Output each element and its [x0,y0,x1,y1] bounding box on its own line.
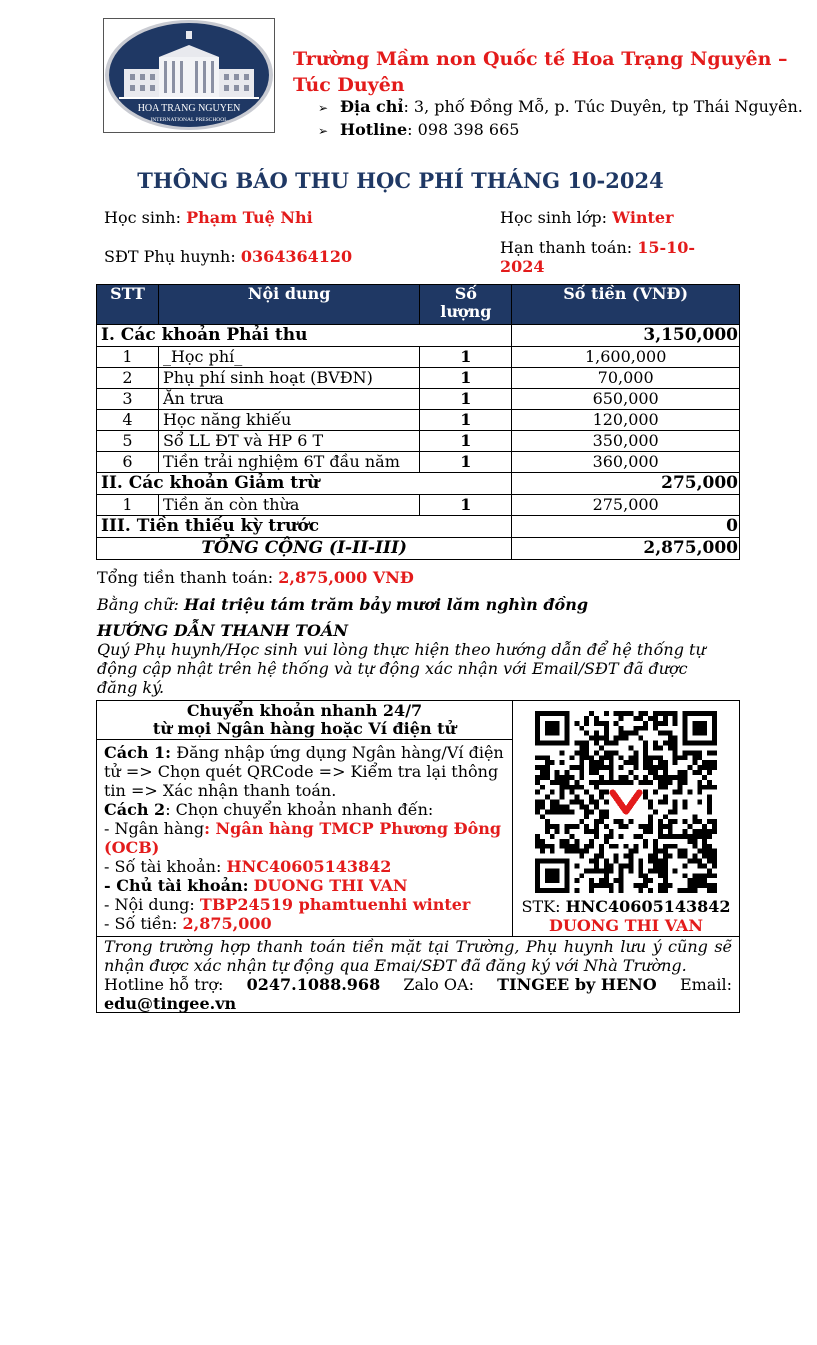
row-qty: 1 [420,431,512,452]
account-value: HNC40605143842 [226,857,392,876]
row-stt: 1 [97,495,159,516]
table-row [97,347,740,368]
hotline-value: : 098 398 665 [407,120,520,139]
account-label: - Số tài khoản: [104,857,222,876]
grand-total-row [97,538,740,560]
row-content: Tiền trải nghiệm 6T đầu năm [158,452,419,473]
table-row [97,452,740,473]
step1-label: Cách 1: [104,743,172,762]
table-row [97,368,740,389]
owner-value: DUONG THI VAN [253,876,408,895]
student-class-line [500,208,674,227]
section-total: 0 [512,516,740,538]
amount-value: 2,875,000 [182,914,272,933]
cash-payment-note [97,936,739,1013]
heading-line2: từ mọi Ngân hàng hoặc Ví điện tử [152,719,457,738]
email-label: Email: [679,975,732,994]
student-name-line [104,208,313,227]
row-amount: 650,000 [512,389,740,410]
email-value: edu@tingee.vn [104,994,237,1013]
table-row [97,410,740,431]
bank-transfer-steps [97,740,512,936]
parent-phone-line [104,247,352,266]
support-hotline-value: 0247.1088.968 [246,975,381,994]
zalo-label: Zalo OA: [403,975,474,994]
section-previous-debt [97,516,740,538]
student-name: Phạm Tuệ Nhi [186,208,313,227]
section-total: 3,150,000 [512,325,740,347]
hotline-label: Hotline [340,120,408,139]
row-amount: 350,000 [512,431,740,452]
support-hotline-label: Hotline hỗ trợ: [104,975,224,994]
header-qty: Số lượng [420,285,512,325]
account-owner-line [104,876,505,895]
amount-in-words-line [97,595,588,614]
account-number-line [104,857,505,876]
row-amount: 1,600,000 [512,347,740,368]
address-value: : 3, phố Đồng Mỗ, p. Túc Duyên, tp Thái Nguyên. [403,97,803,116]
row-qty: 1 [420,347,512,368]
table-row [97,431,740,452]
grand-total-label: TỔNG CỘNG (I-II-III) [97,538,512,560]
stk-label: STK: [521,897,561,916]
school-logo [103,18,275,133]
row-stt: 5 [97,431,159,452]
row-stt: 2 [97,368,159,389]
step1 [104,743,505,800]
row-content: Ăn trưa [158,389,419,410]
school-name: Trường Mầm non Quốc tế Hoa Trạng Nguyên – Túc Duyên [293,48,788,96]
total-payment-label: Tổng tiền thanh toán: [97,568,274,587]
payment-guide-intro: Quý Phụ huynh/Học sinh vui lòng thực hiện theo hướng dẫn để hệ thống tự động cập nhật trên hệ thống và tự động xác nhận với Email/SĐT đã được đăng ký. [97,640,706,697]
bank-label: - Ngân hàng [104,819,205,838]
student-class-label: Học sinh lớp: [500,208,608,227]
bank-name-line [104,819,505,857]
row-amount: 360,000 [512,452,740,473]
arrow-bullet-icon: ➢ [318,101,329,115]
page-title: THÔNG BÁO THU HỌC PHÍ THÁNG 10-2024 [137,168,664,193]
transfer-memo-line [104,895,505,914]
transfer-amount-line [104,914,505,933]
section-deductions [97,473,740,495]
row-stt: 4 [97,410,159,431]
step1-text: Đăng nhập ứng dụng Ngân hàng/Ví điện tử => Chọn quét QRCode => Kiểm tra lại thông tin => Xác nhận thanh toán. [104,743,504,800]
row-content: Học năng khiếu [158,410,419,431]
row-content: Sổ LL ĐT và HP 6 T [158,431,419,452]
address-label: Địa chỉ [340,97,404,116]
student-class: Winter [612,208,674,227]
row-stt: 1 [97,347,159,368]
section-label: III. Tiền thiếu kỳ trước [97,516,512,538]
zalo-value: TINGEE by HENO [497,975,657,994]
section-label: II. Các khoản Giảm trừ [97,473,512,495]
header-stt: STT [97,285,159,325]
section-receivables [97,325,740,347]
header-content: Nội dung [158,285,419,325]
heading-line1: Chuyển khoản nhanh 24/7 [186,701,423,720]
row-amount: 275,000 [512,495,740,516]
amount-in-words-value: Hai triệu tám trăm bảy mươi lăm nghìn đồng [183,595,589,614]
amount-in-words-label: Bằng chữ: [97,595,179,614]
bank-value: : Ngân hàng TMCP Phương Đông (OCB) [104,819,502,857]
row-qty: 1 [420,452,512,473]
deadline-part1: 15-10- [637,238,696,257]
table-row [97,495,740,516]
deadline-label: Hạn thanh toán: [500,238,633,257]
deadline-line [500,238,695,276]
deadline-part2: 2024 [500,257,545,276]
step2-text: : Chọn chuyển khoản nhanh đến: [165,800,434,819]
bank-transfer-panel [97,701,513,936]
fee-table [96,284,740,560]
stk-owner: DUONG THI VAN [549,916,703,935]
total-payment-value: 2,875,000 VNĐ [278,568,414,587]
row-amount: 120,000 [512,410,740,431]
payment-qr-code-icon [535,711,717,893]
grand-total-value: 2,875,000 [512,538,740,560]
bank-transfer-heading [97,701,512,740]
payment-guide-title: HƯỚNG DẪN THANH TOÁN [97,621,348,640]
address-line [318,97,803,118]
stk-value: HNC40605143842 [565,897,731,916]
memo-value: TBP24519 phamtuenhi winter [199,895,471,914]
amount-label: - Số tiền: [104,914,178,933]
table-row [97,389,740,410]
support-contacts-line [104,975,732,994]
logo-text-line1: HOA TRANG NGUYEN [137,103,241,114]
owner-label: - Chủ tài khoản: [104,876,249,895]
payment-instructions-box [96,700,740,1013]
section-total: 275,000 [512,473,740,495]
row-qty: 1 [420,410,512,431]
memo-label: - Nội dung: [104,895,195,914]
table-header-row [97,285,740,325]
step2-label: Cách 2 [104,800,166,819]
student-name-label: Học sinh: [104,208,181,227]
total-payment-line [97,568,414,587]
hotline-line [318,120,519,141]
arrow-bullet-icon: ➢ [318,124,329,138]
qr-panel [513,701,739,936]
step2 [104,800,505,819]
row-content: Tiền ăn còn thừa [158,495,419,516]
parent-phone: 0364364120 [240,247,353,266]
row-amount: 70,000 [512,368,740,389]
row-content: _Học phí_ [158,347,419,368]
row-content: Phụ phí sinh hoạt (BVĐN) [158,368,419,389]
row-qty: 1 [420,368,512,389]
parent-phone-label: SĐT Phụ huynh: [104,247,236,266]
row-stt: 3 [97,389,159,410]
section-label: I. Các khoản Phải thu [97,325,512,347]
cash-note-text: Trong trường hợp thanh toán tiền mặt tại Trường, Phụ huynh lưu ý cũng sẽ nhận được xác nhận tự động qua Emai/SĐT đã đăng ký với Nhà Trường. [104,937,732,975]
logo-text-line2: INTERNATIONAL PRESCHOOL [150,117,228,123]
row-qty: 1 [420,495,512,516]
header-amount: Số tiền (VNĐ) [512,285,740,325]
row-qty: 1 [420,389,512,410]
qr-account-caption [513,897,739,935]
row-stt: 6 [97,452,159,473]
